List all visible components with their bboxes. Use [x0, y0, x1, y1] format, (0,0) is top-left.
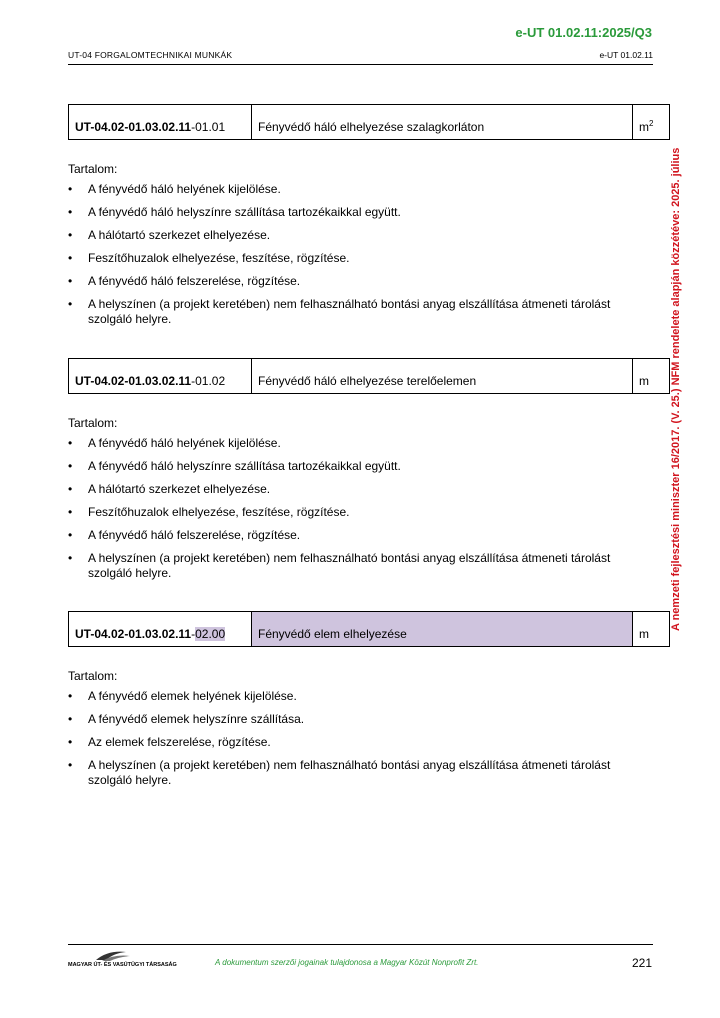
list-item: • A fényvédő háló helyének kijelölése. [68, 182, 628, 197]
bullet-list [68, 689, 670, 788]
list-item: • A helyszínen (a projekt keretében) nem felhasználható bontási anyag elszállítása átmeneti tárolást szolgáló helyre. [68, 758, 628, 788]
item-title: Fényvédő háló elhelyezése szalagkorláton [252, 105, 633, 140]
item-code-table [68, 358, 670, 394]
list-item: • Feszítőhuzalok elhelyezése, feszítése, rögzítése. [68, 251, 628, 266]
page-number: 221 [631, 956, 652, 970]
list-item: • A hálótartó szerkezet elhelyezése. [68, 482, 628, 497]
item-1 [68, 104, 670, 335]
content-label: Tartalom: [68, 669, 118, 683]
content-label: Tartalom: [68, 416, 118, 430]
list-item: • A helyszínen (a projekt keretében) nem felhasználható bontási anyag elszállítása átmeneti tárolást szolgáló helyre. [68, 551, 628, 581]
list-item: • A hálótartó szerkezet elhelyezése. [68, 228, 628, 243]
copyright-notice: A dokumentum szerzői jogainak tulajdonosa a Magyar Közút Nonprofit Zrt. [215, 958, 479, 967]
footer-rule [68, 944, 653, 945]
item-title: Fényvédő elem elhelyezése [252, 612, 633, 647]
header-left: UT-04 FORGALOMTECHNIKAI MUNKÁK [68, 50, 233, 60]
item-3 [68, 611, 670, 796]
item-code-table [68, 611, 670, 647]
list-item: • A fényvédő elemek helyének kijelölése. [68, 689, 628, 704]
bullet-list [68, 436, 670, 581]
list-item: • A fényvédő háló felszerelése, rögzítése. [68, 528, 628, 543]
item-unit: m [633, 612, 670, 647]
highlighted-suffix: 02.00 [195, 627, 226, 641]
side-note: A nemzeti fejlesztési miniszter 16/2017. (V. 25.) NFM rendelete alapján közzétéve: 2025. július [670, 147, 682, 631]
item-title: Fényvédő háló elhelyezése terelőelemen [252, 359, 633, 394]
list-item: • A fényvédő háló helyszínre szállítása tartozékaikkal együtt. [68, 205, 628, 220]
item-code: UT-04.02-01.03.02.11-01.02 [69, 359, 252, 394]
running-header [68, 50, 653, 65]
list-item: • A fényvédő háló felszerelése, rögzítése. [68, 274, 628, 289]
logo-text: MAGYAR ÚT- ÉS VASÚTÜGYI TÁRSASÁG [68, 962, 177, 968]
document-code: e-UT 01.02.11:2025/Q3 [515, 25, 652, 40]
item-code: UT-04.02-01.03.02.11-02.00 [69, 612, 252, 647]
item-2 [68, 358, 670, 589]
item-unit: $m^2$ [633, 105, 670, 140]
item-code: UT-04.02-01.03.02.11-01.01 [69, 105, 252, 140]
bullet-list [68, 182, 670, 327]
content-label: Tartalom: [68, 162, 118, 176]
list-item: • Az elemek felszerelése, rögzítése. [68, 735, 628, 750]
header-right: e-UT 01.02.11 [599, 50, 653, 60]
list-item: • Feszítőhuzalok elhelyezése, feszítése, rögzítése. [68, 505, 628, 520]
list-item: • A fényvédő háló helyszínre szállítása tartozékaikkal együtt. [68, 459, 628, 474]
item-unit: m [633, 359, 670, 394]
list-item: • A helyszínen (a projekt keretében) nem felhasználható bontási anyag elszállítása átmeneti tárolást szolgáló helyre. [68, 297, 628, 327]
list-item: • A fényvédő elemek helyszínre szállítása. [68, 712, 628, 727]
item-code-table [68, 104, 670, 140]
list-item: • A fényvédő háló helyének kijelölése. [68, 436, 628, 451]
